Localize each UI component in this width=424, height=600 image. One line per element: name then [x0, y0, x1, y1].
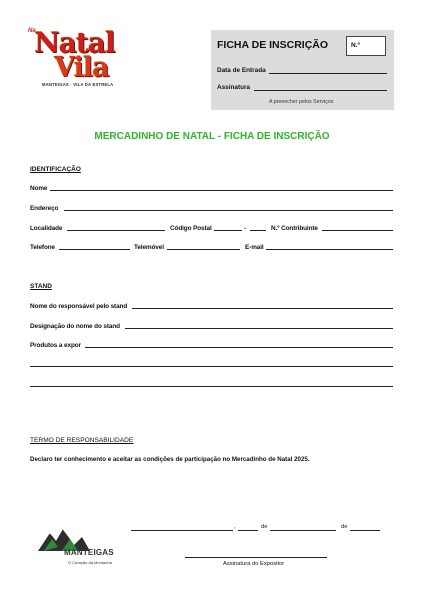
products-field-2[interactable] — [30, 366, 393, 367]
logo-subtitle: MANTEIGAS · VILA DA ESTRELA — [42, 82, 114, 87]
entry-date-label: Data de Entrada — [217, 67, 266, 74]
mobile-label: Telemóvel — [134, 244, 164, 251]
entry-date-line[interactable] — [269, 73, 387, 74]
form-title: FICHA DE INSCRIÇÃO — [217, 39, 329, 51]
logo-word-vila: Vila — [54, 52, 109, 83]
responsible-label: Nome do responsável pelo stand — [30, 303, 128, 310]
logo-word-natal: Natal — [34, 26, 115, 59]
exhibitor-signature-caption: Assinatura do Expositor — [223, 561, 285, 567]
services-note: A preencher pelos Serviços — [269, 99, 334, 105]
address-label: Endereço — [30, 205, 59, 212]
page-title: MERCADINHO DE NATAL - FICHA DE INSCRIÇÃO — [94, 131, 330, 142]
postal-code-label: Código Postal — [170, 225, 212, 232]
manteigas-logo — [32, 525, 122, 575]
address-field[interactable] — [64, 210, 393, 211]
exhibitor-signature-field[interactable] — [185, 557, 327, 558]
designation-field[interactable] — [125, 328, 393, 329]
name-label: Nome — [30, 185, 48, 192]
signature-comma: , — [234, 524, 236, 530]
phone-label: Telefone — [30, 244, 56, 251]
signature-month-field[interactable] — [270, 530, 336, 531]
signature-year-field[interactable] — [350, 530, 380, 531]
signature-place-field[interactable] — [131, 530, 233, 531]
products-field-3[interactable] — [30, 386, 393, 387]
phone-field[interactable] — [59, 249, 130, 250]
identification-heading: IDENTIFICAÇÃO — [30, 166, 81, 173]
responsibility-heading: TERMO DE RESPONSABILIDADE — [30, 437, 134, 444]
mobile-field[interactable] — [167, 249, 240, 250]
stand-heading: STAND — [30, 283, 52, 290]
email-label: E-mail — [245, 244, 264, 251]
locality-label: Localidade — [30, 225, 63, 232]
responsible-field[interactable] — [132, 308, 393, 309]
name-field[interactable] — [50, 190, 393, 191]
postal-code-dash: - — [244, 225, 247, 232]
signature-de-1: de — [261, 524, 268, 530]
taxpayer-field[interactable] — [322, 230, 393, 231]
number-field[interactable] — [346, 36, 386, 56]
postal-code-field-2[interactable] — [250, 230, 266, 231]
declaration-text: Declaro ter conhecimento e aceitar as condições de participação no Mercadinho de Natal 2025. — [30, 456, 310, 463]
locality-field[interactable] — [67, 230, 165, 231]
number-label: N.º — [351, 42, 360, 49]
products-field-1[interactable] — [85, 347, 393, 348]
signature-day-field[interactable] — [238, 530, 258, 531]
taxpayer-label: N.º Contribuinte — [271, 225, 318, 232]
designation-label: Designação do nome do stand — [30, 323, 120, 330]
signature-de-2: de — [341, 524, 348, 530]
services-signature-label: Assinatura — [217, 84, 251, 91]
email-field[interactable] — [266, 249, 393, 250]
products-label: Produtos a expor — [30, 342, 81, 349]
natal-na-vila-logo — [28, 26, 124, 92]
manteigas-name: MANTEIGAS — [64, 548, 114, 557]
logo-prefix: Na — [28, 28, 36, 34]
services-signature-line[interactable] — [254, 90, 387, 91]
services-box — [211, 30, 394, 110]
postal-code-field-1[interactable] — [214, 230, 242, 231]
manteigas-tagline: O Coração da Montanha — [68, 560, 112, 565]
